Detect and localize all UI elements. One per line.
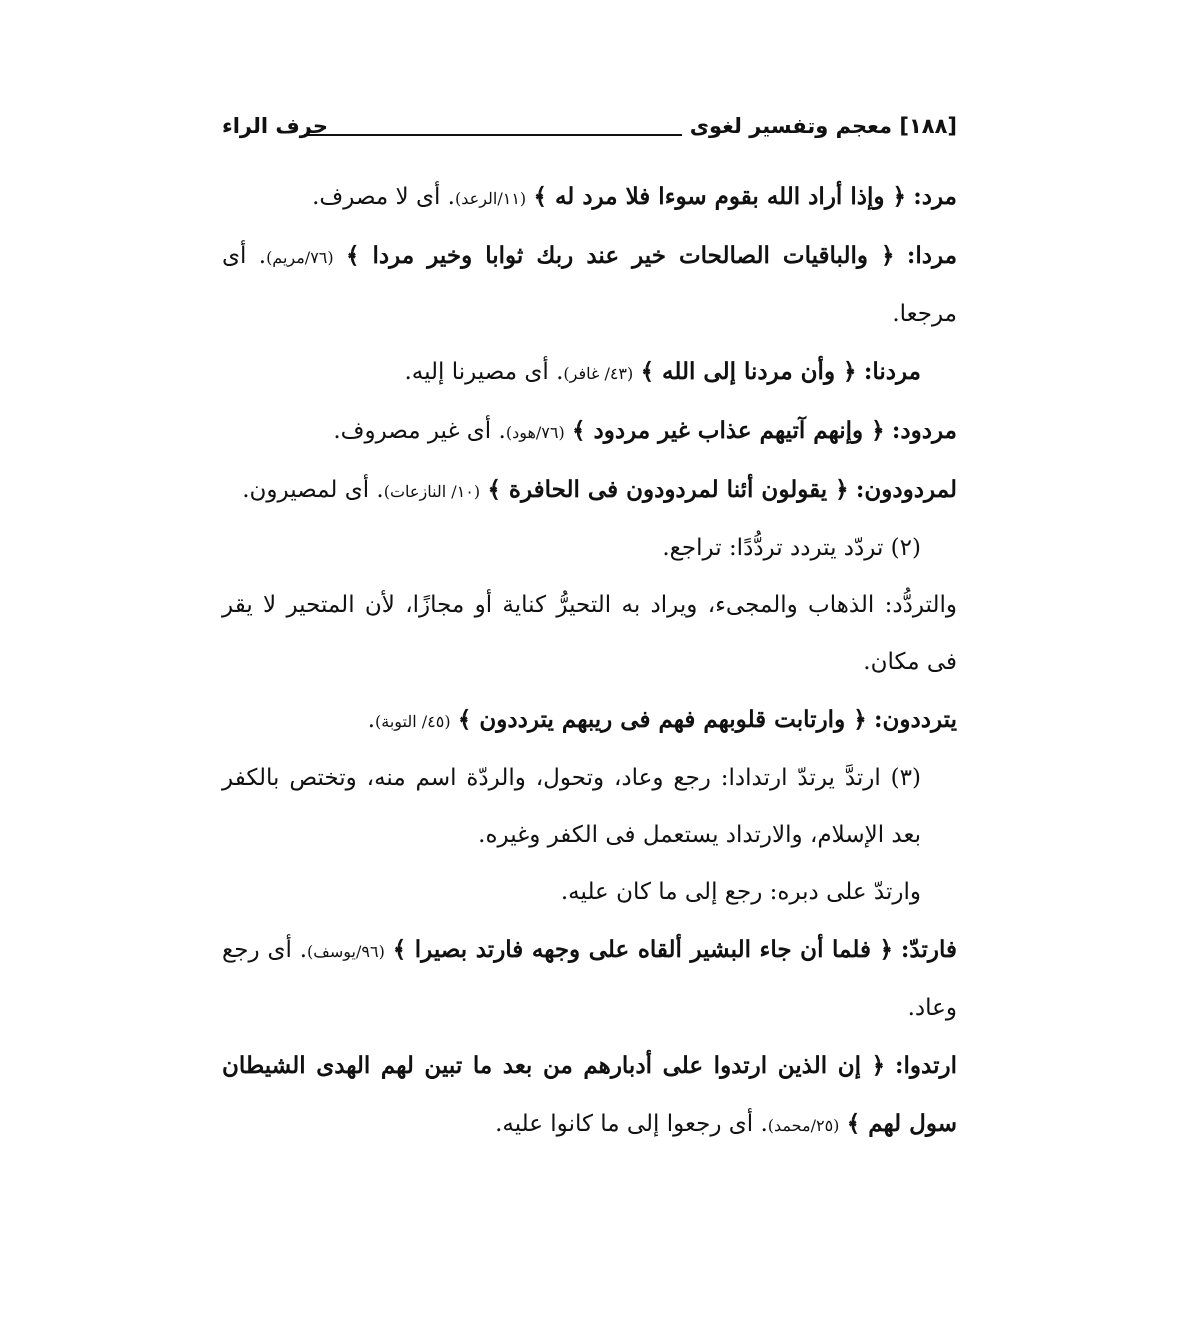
entry-definition: . أى غير مصروف. — [333, 418, 506, 444]
verse-reference: (٤٥/ التوبة) — [375, 712, 451, 731]
verse-reference: (١٠/ النازعات) — [383, 482, 481, 501]
quran-verse: ﴿ وإذا أراد الله بقوم سوءا فلا مرد له ﴾ — [533, 183, 906, 210]
page-title: [١٨٨] معجم وتفسير لغوى — [689, 114, 957, 138]
paragraph-irtadda: (٣) ارتدَّ يرتدّ ارتدادا: رجع وعاد، وتحول، والردّة اسم منه، وتختص بالكفر بعد الإسلام، والارتداد يستعمل فى الكفر وغيره. — [222, 765, 921, 848]
entry-headword: لمردودون: — [855, 476, 957, 503]
entry-mard — [222, 168, 957, 227]
quran-verse: ﴿ فلما أن جاء البشير ألقاه على وجهه فارتد بصيرا ﴾ — [392, 936, 894, 963]
quran-verse: ﴿ وإنهم آتيهم عذاب غير مردود ﴾ — [572, 417, 885, 444]
section-title: حرف الراء — [222, 114, 328, 138]
entry-fartadda — [222, 921, 957, 1037]
entry-lamardudun — [222, 461, 957, 520]
entry-mardud — [222, 402, 957, 461]
entry-definition: . أى رجعوا إلى ما كانوا عليه. — [495, 1111, 768, 1137]
entry-headword: فارتدّ: — [900, 936, 957, 963]
entry-definition: . أى مصيرنا إليه. — [404, 359, 564, 385]
verse-reference: (٢٥/محمد) — [767, 1116, 840, 1135]
verse-reference: (٤٣/ غافر) — [563, 364, 634, 383]
entry-headword: مرد: — [913, 183, 957, 210]
quran-verse: ﴿ إن الذين ارتدوا على أدبارهم من بعد ما تبين لهم الهدى الشيطان سول لهم ﴾ — [222, 1052, 957, 1137]
verse-reference: (٧٦/مريم) — [266, 248, 334, 267]
entry-maraddan — [222, 227, 957, 343]
entry-maraddana — [222, 343, 957, 402]
entry-headword: مردا: — [906, 242, 958, 269]
header-rule — [304, 134, 682, 136]
quran-verse: ﴿ والباقيات الصالحات خير عند ربك ثوابا وخير مردا ﴾ — [346, 242, 895, 269]
quran-verse: ﴿ وأن مردنا إلى الله ﴾ — [640, 358, 857, 385]
paragraph-taraddud: والتردُّد: الذهاب والمجىء، ويراد به التحيرُّ كناية أو مجازًا، لأن المتحير لا يقر فى مكان. — [222, 592, 957, 675]
entry-definition: . — [367, 707, 375, 733]
entry-headword: يترددون: — [873, 706, 957, 733]
entry-irtaddu — [222, 1037, 957, 1154]
entry-definition: . أى رجع وعاد. — [222, 937, 957, 1021]
quran-verse: ﴿ وارتابت قلوبهم فهم فى ريبهم يترددون ﴾ — [457, 706, 867, 733]
verse-reference: (٩٦/يوسف) — [307, 942, 385, 961]
page-header — [222, 112, 957, 152]
entry-definition: . أى لمصيرون. — [242, 477, 384, 503]
entry-definition: . أى مرجعا. — [222, 243, 957, 327]
verse-reference: (١١/الرعد) — [455, 189, 527, 208]
entry-yataraddadun — [222, 691, 957, 750]
page-body — [222, 168, 957, 1154]
entry-headword: مردنا: — [863, 358, 921, 385]
entry-headword: ارتدوا: — [895, 1052, 958, 1079]
entry-headword: مردود: — [891, 417, 957, 444]
verse-reference: (٧٦/هود) — [505, 423, 565, 442]
entry-definition: . أى لا مصرف. — [312, 184, 455, 210]
quran-verse: ﴿ يقولون أئنا لمردودون فى الحافرة ﴾ — [487, 476, 849, 503]
paragraph-taraddada: (٢) تردّد يتردد تردُّدًا: تراجع. — [662, 535, 921, 561]
paragraph-irtadda-ala-dubrih: وارتدّ على دبره: رجع إلى ما كان عليه. — [560, 879, 921, 905]
